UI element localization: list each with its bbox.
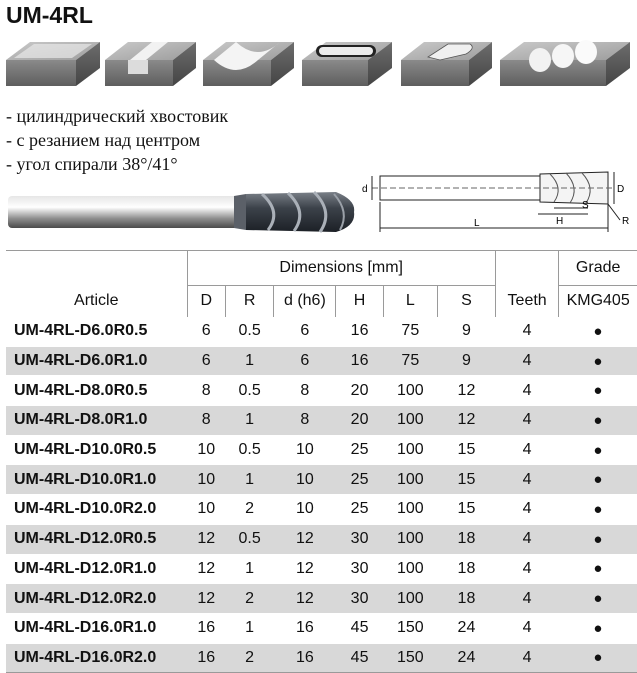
table-row [6, 346, 637, 376]
cell-grade: ● [559, 406, 637, 436]
cell-d: 8 [187, 406, 225, 436]
drawing-label-D: D [617, 184, 625, 195]
feature-item: - с резанием над центром [6, 130, 201, 150]
cell-article: UM-4RL-D8.0R1.0 [6, 406, 187, 436]
cell-d: 16 [187, 643, 225, 673]
cell-d: 10 [187, 465, 225, 495]
cell-h: 45 [336, 613, 383, 643]
cell-s: 12 [437, 406, 495, 436]
cell-r: 1 [225, 613, 273, 643]
cell-r: 0.5 [225, 317, 273, 347]
machining-operations-strip [0, 30, 637, 102]
cell-r: 1 [225, 346, 273, 376]
table-row [6, 495, 637, 525]
table-body [6, 317, 637, 673]
header-teeth: Teeth [495, 251, 558, 317]
cell-r: 2 [225, 643, 273, 673]
cell-s: 15 [437, 435, 495, 465]
cell-s: 18 [437, 524, 495, 554]
header-grade: Grade [559, 251, 637, 286]
cell-h: 25 [336, 465, 383, 495]
cell-d: 8 [274, 406, 336, 436]
cell-r: 1 [225, 406, 273, 436]
cell-l: 100 [383, 495, 437, 525]
cell-article: UM-4RL-D12.0R1.0 [6, 554, 187, 584]
cell-h: 30 [336, 524, 383, 554]
table-row [6, 435, 637, 465]
cell-h: 45 [336, 643, 383, 673]
cell-article: UM-4RL-D6.0R0.5 [6, 317, 187, 347]
cell-r: 0.5 [225, 524, 273, 554]
header-col-d: d (h6) [274, 286, 336, 317]
cell-l: 100 [383, 435, 437, 465]
cell-l: 100 [383, 465, 437, 495]
profile-milling-block-icon [203, 42, 294, 86]
ramping-block-icon [401, 42, 492, 86]
cell-grade: ● [559, 613, 637, 643]
cell-d: 6 [274, 346, 336, 376]
cell-d: 8 [274, 376, 336, 406]
cell-d: 16 [274, 643, 336, 673]
header-col-L: L [383, 286, 437, 317]
cell-h: 20 [336, 406, 383, 436]
cell-d: 6 [187, 317, 225, 347]
cell-r: 0.5 [225, 376, 273, 406]
cell-s: 24 [437, 643, 495, 673]
cell-l: 100 [383, 524, 437, 554]
cell-grade: ● [559, 317, 637, 347]
cell-l: 150 [383, 643, 437, 673]
cell-grade: ● [559, 495, 637, 525]
cell-s: 15 [437, 465, 495, 495]
cell-teeth: 4 [495, 376, 558, 406]
drawing-label-H: H [556, 216, 564, 227]
drawing-label-S: S [582, 200, 589, 211]
cell-grade: ● [559, 554, 637, 584]
cell-article: UM-4RL-D16.0R1.0 [6, 613, 187, 643]
face-milling-block-icon [6, 42, 100, 86]
cell-l: 150 [383, 613, 437, 643]
table-row [6, 584, 637, 614]
cell-r: 0.5 [225, 435, 273, 465]
cell-r: 1 [225, 554, 273, 584]
end-mill-photo [6, 186, 356, 238]
cell-teeth: 4 [495, 495, 558, 525]
cell-d: 16 [187, 613, 225, 643]
cell-l: 75 [383, 346, 437, 376]
cell-teeth: 4 [495, 406, 558, 436]
cell-teeth: 4 [495, 317, 558, 347]
cell-h: 16 [336, 317, 383, 347]
cell-grade: ● [559, 524, 637, 554]
plunge-drilling-block-icon [500, 40, 630, 86]
cell-d: 10 [274, 465, 336, 495]
table-row [6, 524, 637, 554]
header-col-D: D [187, 286, 225, 317]
cell-grade: ● [559, 584, 637, 614]
cell-d: 10 [187, 435, 225, 465]
dimension-drawing [358, 162, 634, 234]
cell-grade: ● [559, 643, 637, 673]
cell-r: 2 [225, 495, 273, 525]
cell-d: 12 [187, 554, 225, 584]
drawing-label-d: d [362, 184, 368, 195]
cell-d: 10 [274, 435, 336, 465]
cell-h: 30 [336, 584, 383, 614]
header-col-H: H [336, 286, 383, 317]
cell-d: 6 [187, 346, 225, 376]
cell-d: 10 [187, 495, 225, 525]
cell-grade: ● [559, 346, 637, 376]
pocket-milling-block-icon [302, 42, 392, 86]
cell-article: UM-4RL-D8.0R0.5 [6, 376, 187, 406]
cell-h: 20 [336, 376, 383, 406]
cell-d: 8 [187, 376, 225, 406]
cell-teeth: 4 [495, 584, 558, 614]
cell-s: 24 [437, 613, 495, 643]
cell-d: 12 [274, 524, 336, 554]
table-row [6, 554, 637, 584]
cell-h: 16 [336, 346, 383, 376]
header-col-S: S [437, 286, 495, 317]
table-row [6, 465, 637, 495]
header-dimensions: Dimensions [mm] [187, 251, 495, 286]
cell-teeth: 4 [495, 435, 558, 465]
table-row [6, 406, 637, 436]
cell-article: UM-4RL-D6.0R1.0 [6, 346, 187, 376]
cell-teeth: 4 [495, 613, 558, 643]
slot-milling-block-icon [105, 42, 196, 86]
cell-l: 100 [383, 554, 437, 584]
cell-d: 6 [274, 317, 336, 347]
cell-d: 12 [187, 584, 225, 614]
drawing-label-R: R [622, 216, 630, 227]
feature-list [6, 104, 228, 176]
cell-article: UM-4RL-D10.0R1.0 [6, 465, 187, 495]
header-col-R: R [225, 286, 273, 317]
cell-r: 2 [225, 584, 273, 614]
table-row [6, 613, 637, 643]
cell-teeth: 4 [495, 643, 558, 673]
cell-d: 12 [274, 584, 336, 614]
cell-teeth: 4 [495, 346, 558, 376]
cell-l: 100 [383, 376, 437, 406]
cell-d: 12 [187, 524, 225, 554]
table-row [6, 317, 637, 347]
cell-l: 75 [383, 317, 437, 347]
cell-d: 12 [274, 554, 336, 584]
drawing-label-L: L [474, 218, 480, 229]
cell-teeth: 4 [495, 524, 558, 554]
cell-teeth: 4 [495, 465, 558, 495]
cell-teeth: 4 [495, 554, 558, 584]
cell-l: 100 [383, 406, 437, 436]
cell-article: UM-4RL-D12.0R0.5 [6, 524, 187, 554]
table-row [6, 376, 637, 406]
table-row [6, 643, 637, 673]
header-article: Article [74, 292, 119, 309]
cell-h: 25 [336, 495, 383, 525]
cell-article: UM-4RL-D10.0R2.0 [6, 495, 187, 525]
cell-r: 1 [225, 465, 273, 495]
cell-s: 18 [437, 584, 495, 614]
cell-article: UM-4RL-D10.0R0.5 [6, 435, 187, 465]
cell-grade: ● [559, 465, 637, 495]
cell-h: 30 [336, 554, 383, 584]
feature-item: - цилиндрический хвостовик [6, 106, 229, 126]
cell-s: 9 [437, 317, 495, 347]
feature-item: - угол спирали 38°/41° [6, 154, 178, 174]
cell-l: 100 [383, 584, 437, 614]
cell-article: UM-4RL-D12.0R2.0 [6, 584, 187, 614]
cell-d: 10 [274, 495, 336, 525]
cell-grade: ● [559, 376, 637, 406]
header-grade-code: KMG405 [559, 286, 637, 317]
cell-s: 9 [437, 346, 495, 376]
cell-h: 25 [336, 435, 383, 465]
specifications-table [6, 250, 637, 673]
cell-s: 15 [437, 495, 495, 525]
cell-s: 12 [437, 376, 495, 406]
cell-article: UM-4RL-D16.0R2.0 [6, 643, 187, 673]
cell-d: 16 [274, 613, 336, 643]
cell-s: 18 [437, 554, 495, 584]
page-title: UM-4RL [6, 2, 93, 28]
cell-grade: ● [559, 435, 637, 465]
